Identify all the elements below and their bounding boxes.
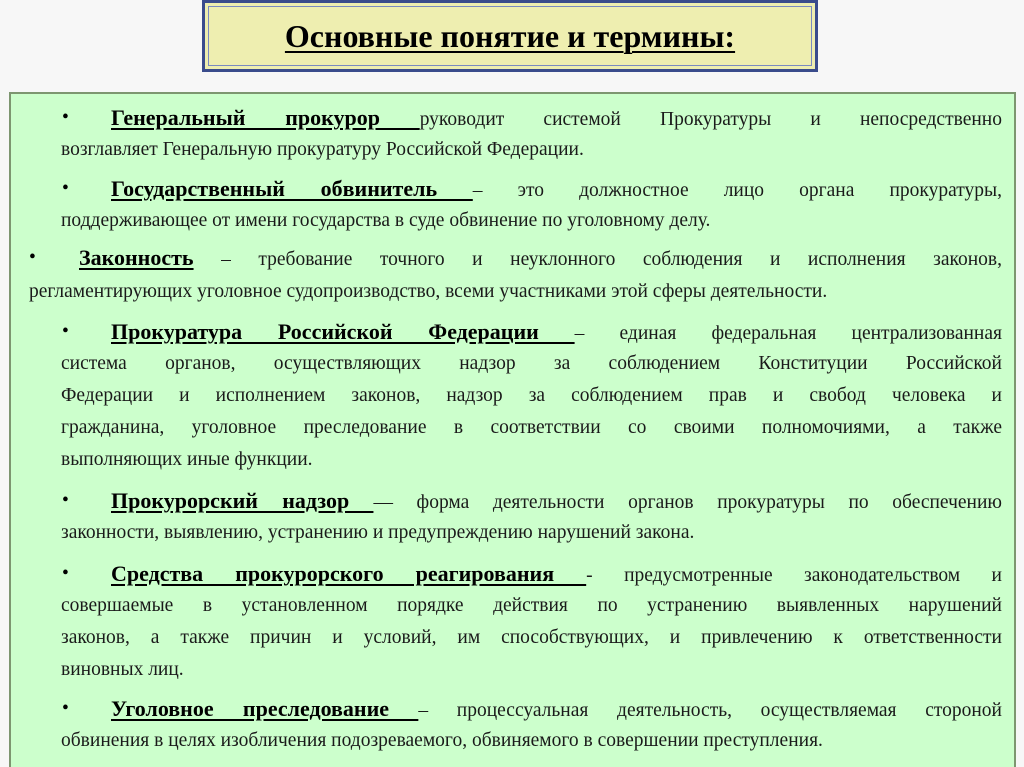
bullet: • bbox=[62, 563, 69, 584]
page-title: Основные понятие и термины: bbox=[284, 17, 736, 54]
definition-text: руководит системой Прокуратуры и непосредственно bbox=[419, 109, 1002, 130]
definition-first-line bbox=[111, 173, 1002, 205]
title-banner bbox=[202, 0, 818, 72]
definition-first-line bbox=[111, 558, 1002, 590]
bullet: • bbox=[62, 490, 69, 511]
definition-first-line bbox=[111, 102, 1002, 134]
bullet: • bbox=[62, 178, 69, 199]
definition-line: совершаемые в установленном порядке действия по устранению выявленных нарушений bbox=[61, 595, 1002, 616]
definition-term: Государственный обвинитель bbox=[111, 176, 473, 201]
definition-text: - предусмотренные законодательством и bbox=[586, 565, 1002, 586]
definition-first-line bbox=[79, 242, 1002, 274]
definition-line: регламентирующих уголовное судопроизводство, всеми участниками этой сферы деятельности. bbox=[29, 281, 828, 302]
definition-line: выполняющих иные функции. bbox=[61, 449, 313, 470]
definitions-panel bbox=[9, 92, 1016, 767]
definition-line: возглавляет Генеральную прокуратуру Российской Федерации. bbox=[61, 139, 584, 160]
bullet: • bbox=[62, 698, 69, 719]
definition-first-line bbox=[111, 316, 1002, 348]
definition-line: законности, выявлению, устранению и предупреждению нарушений закона. bbox=[61, 522, 695, 543]
definition-first-line bbox=[111, 485, 1002, 517]
definition-line: поддерживающее от имени государства в суде обвинение по уголовному делу. bbox=[61, 210, 711, 231]
bullet: • bbox=[29, 247, 36, 268]
bullet: • bbox=[62, 107, 69, 128]
definition-first-line bbox=[111, 693, 1002, 725]
definition-line: обвинения в целях изобличения подозреваемого, обвиняемого в совершении преступления. bbox=[61, 730, 823, 751]
definition-line: законов, а также причин и условий, им способствующих, и привлечению к ответственности bbox=[61, 627, 1002, 648]
definition-text: – единая федеральная централизованная bbox=[574, 323, 1002, 344]
definition-term: Уголовное преследование bbox=[111, 696, 419, 721]
definition-term: Прокуратура Российской Федерации bbox=[111, 319, 575, 344]
definition-term: Генеральный прокурор bbox=[111, 105, 420, 130]
definition-term: Прокурорский надзор bbox=[111, 488, 374, 513]
definition-line: виновных лиц. bbox=[61, 659, 184, 680]
definition-text: – требование точного и неуклонного соблюдения и исполнения законов, bbox=[193, 249, 1002, 270]
definition-text: – процессуальная деятельность, осуществляемая стороной bbox=[418, 700, 1002, 721]
definition-line: гражданина, уголовное преследование в соответствии со своими полномочиями, а также bbox=[61, 417, 1002, 438]
bullet: • bbox=[62, 321, 69, 342]
definition-line: Федерации и исполнением законов, надзор за соблюдением прав и свобод человека и bbox=[61, 385, 1002, 406]
definition-text: — форма деятельности органов прокуратуры по обеспечению bbox=[373, 492, 1002, 513]
definition-term: Средства прокурорского реагирования bbox=[111, 561, 587, 586]
definition-line: система органов, осуществляющих надзор за соблюдением Конституции Российской bbox=[61, 353, 1002, 374]
definition-text: – это должностное лицо органа прокуратуры, bbox=[472, 180, 1002, 201]
definition-term: Законность bbox=[79, 245, 194, 270]
